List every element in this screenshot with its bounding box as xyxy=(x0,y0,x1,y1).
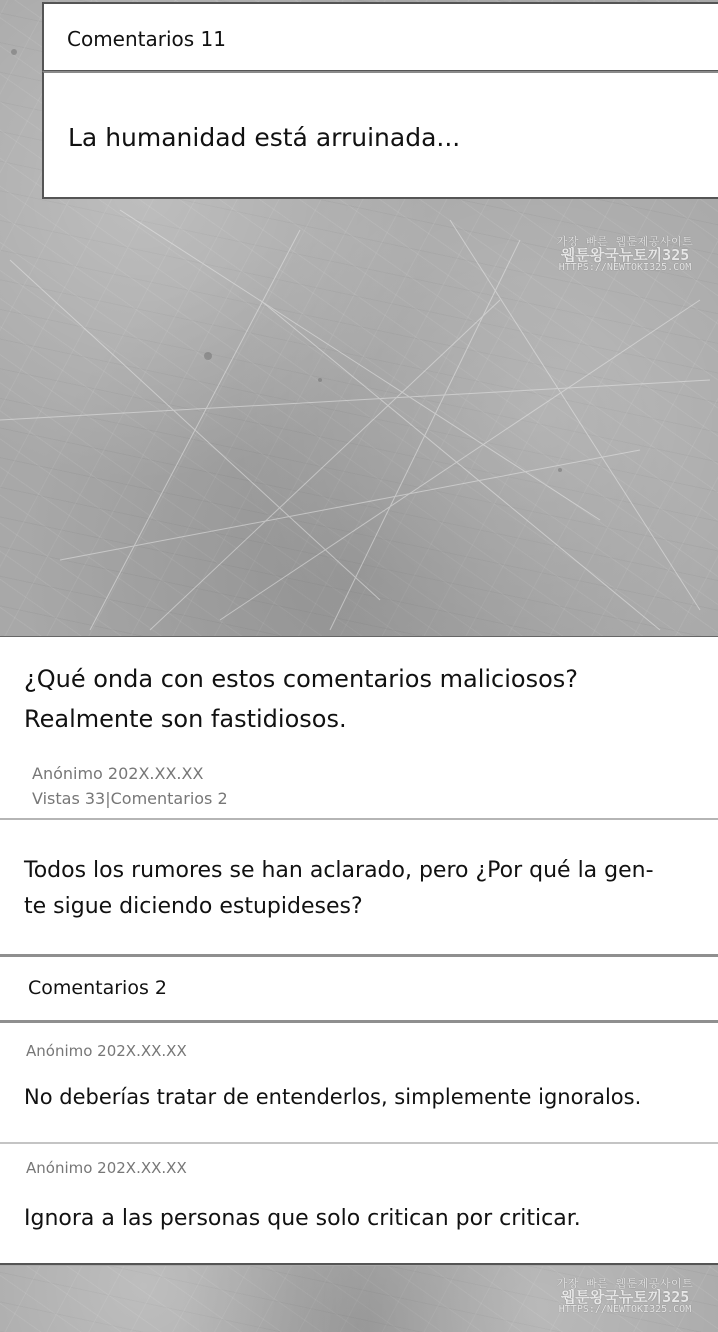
comments-header-box xyxy=(0,957,718,1020)
comment-author: Anónimo 202X.XX.XX xyxy=(26,1042,187,1060)
top-comment-text: La humanidad está arruinada... xyxy=(68,123,461,152)
site-watermark: 가장 빠른 웹툰제공사이트 웹툰왕국뉴토끼325 HTTPS://NEWTOKI325.COM xyxy=(556,235,694,274)
post-author-date: Anónimo 202X.XX.XX xyxy=(32,764,204,783)
comments-header: Comentarios 2 xyxy=(28,977,167,999)
post-body-line-2: te sigue diciendo estupideses? xyxy=(24,894,363,919)
post-card xyxy=(0,636,718,818)
comment-text: No deberías tratar de entenderlos, simplemente ignoralos. xyxy=(24,1085,642,1109)
post-title-line-2: Realmente son fastidiosos. xyxy=(24,705,347,733)
comment-item xyxy=(0,1023,718,1142)
post-body xyxy=(0,820,718,954)
comment-item xyxy=(0,1144,718,1265)
comment-author: Anónimo 202X.XX.XX xyxy=(26,1159,187,1177)
post-stats: Vistas 33|Comentarios 2 xyxy=(32,789,228,808)
comments-count-header-box xyxy=(42,2,718,72)
comment-text: Ignora a las personas que solo critican por criticar. xyxy=(24,1206,581,1231)
post-body-line-1: Todos los rumores se han aclarado, pero ¿Por qué la gen- xyxy=(24,858,654,883)
top-comment-box xyxy=(42,71,718,199)
post-title-line-1: ¿Qué onda con estos comentarios maliciosos? xyxy=(24,665,579,693)
comments-count-header: Comentarios 11 xyxy=(67,27,227,51)
site-watermark: 가장 빠른 웹툰제공사이트 웹툰왕국뉴토끼325 HTTPS://NEWTOKI325.COM xyxy=(556,1277,694,1316)
